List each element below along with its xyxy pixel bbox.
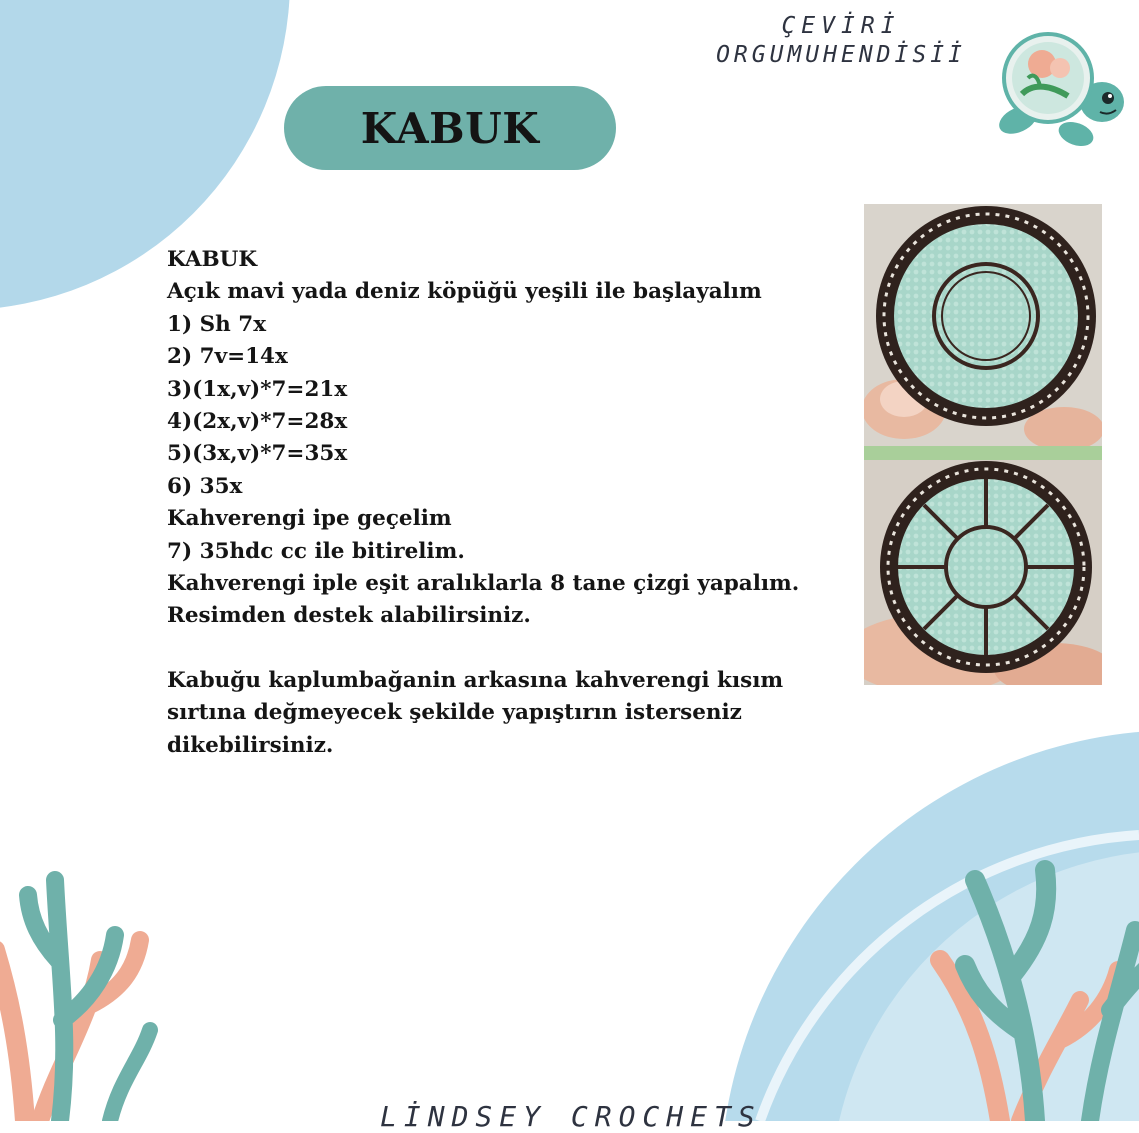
closing-line: sırtına değmeyecek şekilde yapıştırın isterseniz — [167, 700, 742, 726]
translator-credit — [696, 12, 986, 70]
photo-bottom-view — [864, 460, 1102, 685]
photo-top-view — [864, 204, 1102, 451]
footer-brand: LİNDSEY CROCHETS — [380, 1100, 762, 1133]
instruction-line: Kahverengi ipe geçelim — [167, 506, 452, 532]
instruction-line: Açık mavi yada deniz köpüğü yeşili ile başlayalım — [167, 279, 762, 305]
instruction-line: 6) 35x — [167, 473, 243, 499]
credit-line-1: ÇEVİRİ — [781, 13, 901, 39]
closing-line: dikebilirsiniz. — [167, 732, 334, 758]
instruction-line: 2) 7v=14x — [167, 344, 288, 370]
instruction-line: Resimden destek alabilirsiniz. — [167, 603, 531, 629]
pattern-instructions — [167, 244, 827, 762]
instruction-line: Kahverengi iple eşit aralıklarla 8 tane çizgi yapalım. — [167, 571, 800, 597]
paragraph-gap — [167, 633, 827, 665]
crochet-shell-photo — [864, 204, 1102, 685]
section-title-badge — [284, 86, 616, 170]
turtle-logo-icon — [994, 22, 1130, 150]
instruction-line: 4)(2x,v)*7=28x — [167, 409, 348, 435]
instruction-line: 7) 35hdc cc ile bitirelim. — [167, 538, 465, 564]
section-title: KABUK — [360, 103, 540, 153]
instruction-line: KABUK — [167, 247, 258, 272]
instruction-line: 1) Sh 7x — [167, 311, 267, 337]
closing-line: Kabuğu kaplumbağanin arkasına kahverengi kısım — [167, 667, 784, 693]
photo-divider — [864, 446, 1102, 460]
instruction-line: 3)(1x,v)*7=21x — [167, 376, 348, 402]
credit-line-2: ORGUMUHENDİSİİ — [716, 42, 966, 68]
coral-branch-icon — [0, 880, 150, 1121]
instruction-line: 5)(3x,v)*7=35x — [167, 441, 348, 467]
